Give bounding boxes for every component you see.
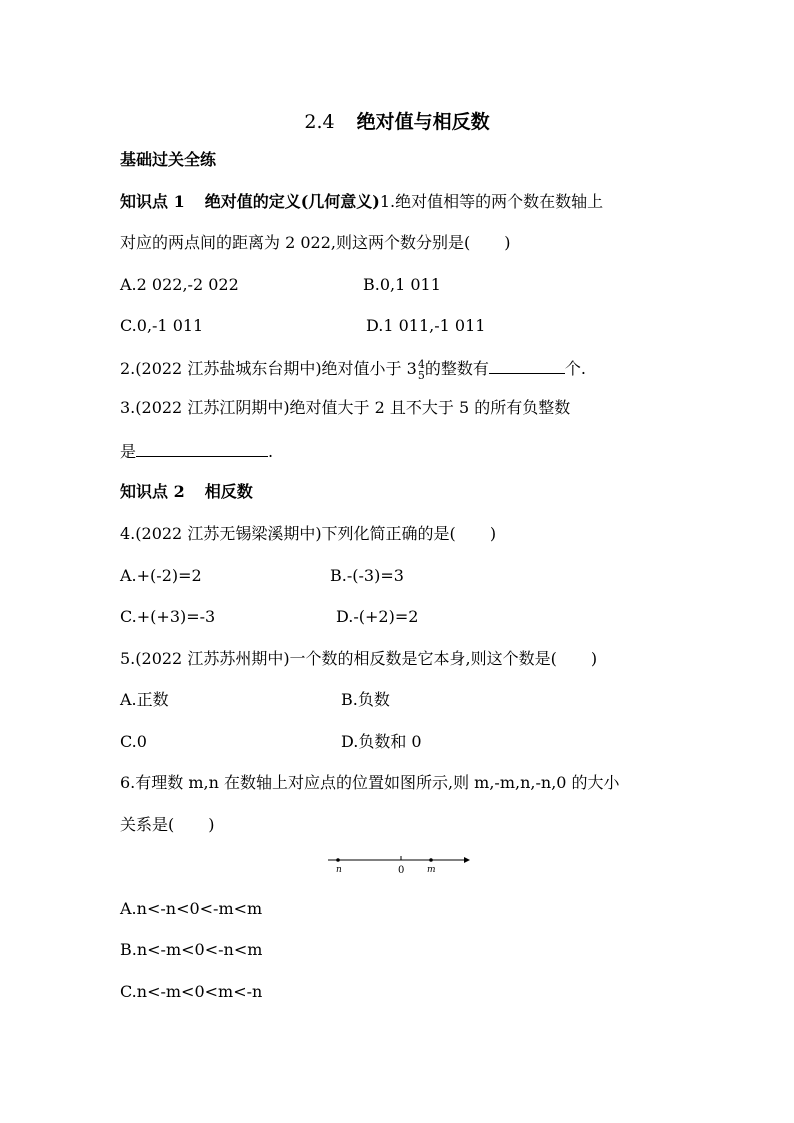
q4-close: ) (489, 524, 497, 543)
q5-close: ) (590, 649, 598, 668)
q1-option-c: C.0,-1 011 (120, 316, 204, 335)
q1-line2 (120, 233, 510, 253)
q3-line2 (120, 440, 273, 462)
q1-stem-a: 1.绝对值相等的两个数在数轴上 (379, 192, 604, 211)
q3-line1: 3.(2022 江苏江阴期中)绝对值大于 2 且不大于 5 的所有负整数 (120, 398, 571, 417)
q4-option-c: C.+(+3)=-3 (120, 607, 216, 626)
q1-option-a: A.2 022,-2 022 (120, 275, 239, 294)
q3-answer-blank[interactable] (136, 440, 268, 457)
label-zero: 0 (398, 865, 405, 876)
q4-stem: 4.(2022 江苏无锡梁溪期中)下列化简正确的是( (120, 524, 456, 543)
point-m (429, 858, 433, 862)
q1-line1 (120, 192, 603, 212)
q2-numerator: 4 (417, 357, 425, 371)
point-n (336, 858, 340, 862)
q6-line2 (120, 815, 215, 835)
q1-option-d: D.1 011,-1 011 (366, 316, 486, 335)
q2-end: 个. (564, 359, 586, 378)
label-m: m (427, 865, 436, 875)
q6-option-a: A.n<-n<0<-m<m (120, 899, 263, 918)
q5-option-a: A.正数 (120, 690, 169, 709)
q6-option-c: C.n<-m<0<m<-n (120, 982, 263, 1001)
q2-answer-blank[interactable] (489, 357, 565, 374)
q3-pre2: 是 (120, 442, 137, 461)
q1-option-b: B.0,1 011 (363, 275, 441, 294)
q4-option-b: B.-(-3)=3 (330, 566, 404, 585)
kp2-heading (120, 482, 253, 502)
kp2-label: 知识点 2 (120, 482, 185, 501)
q2-denominator: 5 (417, 368, 425, 382)
q5-option-d: D.负数和 0 (341, 732, 422, 751)
title-number: 2.4 (304, 111, 335, 133)
kp1-name: 绝对值的定义(几何意义) (204, 192, 380, 211)
q5-option-c: C.0 (120, 732, 147, 751)
page-title (0, 107, 794, 134)
number-line-figure (326, 852, 472, 880)
q6-close: ) (208, 815, 215, 834)
q4-option-d: D.-(+2)=2 (336, 607, 419, 626)
q1-close: ) (504, 233, 511, 252)
q2-post: 的整数有 (424, 359, 489, 378)
q2-line (120, 357, 586, 381)
title-text: 绝对值与相反数 (356, 111, 490, 133)
kp2-name: 相反数 (204, 482, 253, 501)
q6-option-b: B.n<-m<0<-n<m (120, 940, 263, 959)
q1-stem-b: 对应的两点间的距离为 2 022,则这两个数分别是( (120, 233, 471, 252)
q5-option-b: B.负数 (341, 690, 390, 709)
q5-stem: 5.(2022 江苏苏州期中)一个数的相反数是它本身,则这个数是( (120, 649, 557, 668)
q2-fraction (418, 359, 425, 381)
label-n: n (336, 865, 342, 875)
q4-option-a: A.+(-2)=2 (120, 566, 202, 585)
number-line-arrow (464, 857, 470, 863)
q3-end: . (268, 442, 274, 461)
q6-stem-2: 关系是( (120, 815, 175, 834)
section-heading: 基础过关全练 (120, 150, 217, 169)
q5-line (120, 649, 597, 669)
kp1-label: 知识点 1 (120, 192, 185, 211)
q2-pre: 2.(2022 江苏盐城东台期中)绝对值小于 3 (120, 359, 417, 378)
q6-line1: 6.有理数 m,n 在数轴上对应点的位置如图所示,则 m,-m,n,-n,0 的大小 (120, 773, 620, 792)
q4-line (120, 524, 496, 544)
